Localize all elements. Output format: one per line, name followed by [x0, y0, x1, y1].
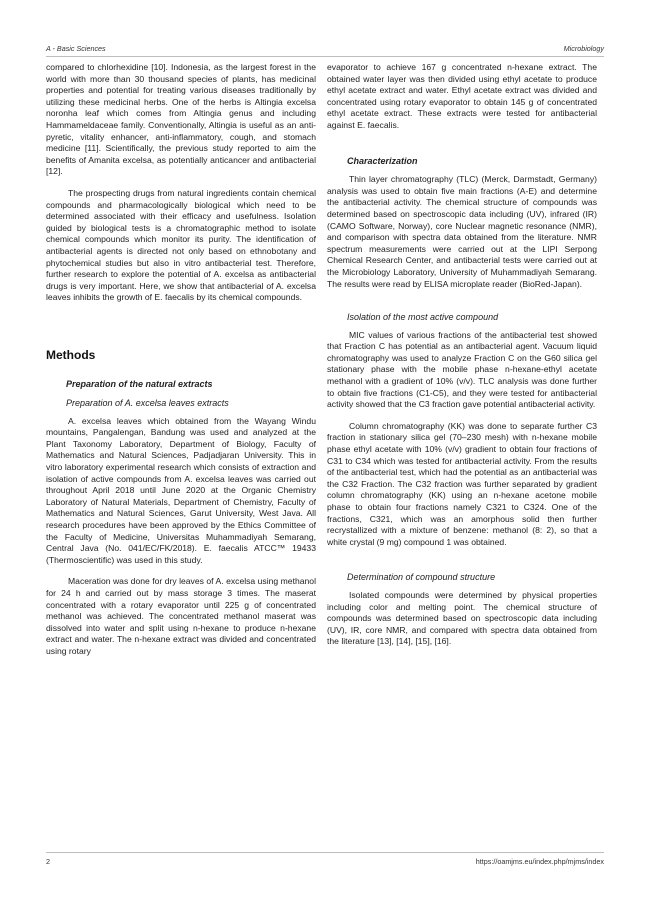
running-header-topic: Microbiology — [563, 44, 604, 53]
preparation-heading: Preparation of the natural extracts — [66, 379, 213, 390]
right-paragraph-2: Thin layer chromatography (TLC) (Merck, Darmstadt, Germany) analysis was used to obtain five main fractions (A-E) and determine the antibacterial activity. The chemical structure of compounds was determined based on spectroscopic data including (UV), infrared (IR) (CAMO Software, Norway), core Nuclear magnetic resonance (NMR), and comparison with spectra data obtained from the literature. NMR spectrum measurements were carried out at the LIPI Serpong Chemical Research Center, and antibacterial tests were carried out at the Microbiology Laboratory, University of Muhammadiyah Semarang. The results were read by ELISA microplate reader (BioRed-Japan). — [327, 174, 597, 289]
characterization-heading: Characterization — [347, 155, 418, 166]
running-header-section: A - Basic Sciences — [46, 44, 106, 53]
footer-rule — [46, 852, 604, 853]
page-number: 2 — [46, 857, 50, 866]
right-paragraph-5: Isolated compounds were determined by physical properties including color and melting point. The chemical structure of compounds was determined based on spectroscopic data including (UV), IR, core NMR, and compared with spectra data obtained from the literature [13], [14], [15], [16]. — [327, 589, 597, 647]
left-paragraph-3: A. excelsa leaves which obtained from the Wayang Windu mountains, Pangalengan, Bandung was used and analyzed at the Plant Taxonomy Laboratory, Department of Biology, Faculty of Mathematics and Natural Sciences, Padjadjaran University. This in vitro laboratory experimental research which consists of extraction and isolation of active compounds from A. excelsa leaves was carried out throughout April 2018 until June 2020 at the Organic Chemistry Laboratory of Natural Materials, Department of Chemistry, Faculty of Mathematics and Natural Sciences, Garut University, West Java. All research procedures have been approved by the Ethics Committee of the Faculty of Medicine, Universitas Muhammadiyah Semarang, Central Java (No. 041/EC/FK/2018). E. faecalis ATCC™ 19433 (Thermoscientific) was used in this study. — [46, 415, 316, 565]
spacer — [327, 142, 597, 156]
spacer — [327, 558, 597, 572]
left-paragraph-1: compared to chlorhexidine [10]. Indonesia, as the largest forest in the world with more than 30 thousand species of plants, has medicinal properties and potential for treating various diseases traditionally by utilizing these medicinal herbs. One of the herbs is Altingia excelsa noronha leaf which comes from Altingia genus and including Hammameldaceae family. Conventionally, Altingia is useful as an anti-pyretic, vitality enhancer, anti-inflammatory, cough, and stomach medicine [11]. Scientifically, the previous study reported to aim the benefits of Amanita excelsa, as potentially anticancer and antibacterial [12]. — [46, 62, 316, 177]
right-paragraph-3: MIC values of various fractions of the antibacterial test showed that Fraction C has potential as an antibacterial agent. Vacuum liquid chromatography was used to analyze Fraction C on the G60 silica gel stationary phase with the mobile phase n-hexane-ethyl acetate methanol with a gradient of 10% (v/v). TLC analysis was done further to obtain five fractions (C1-C5), and they were tested for antibacterial activity showed that the C3 fraction gave potential antibacterial activity. — [327, 329, 597, 410]
preparation-subheading: Preparation of A. excelsa leaves extracts — [66, 398, 229, 409]
methods-heading: Methods — [46, 347, 96, 362]
right-column — [327, 62, 597, 658]
left-paragraph-4: Maceration was done for dry leaves of A. excelsa using methanol for 24 h and carried out by mass storage 3 times. The maserat concentrated with a rotary evaporator until 225 g of concentrated methanol was achieved. The concentrated methanol maserat was dissolved into water and split using n-hexane to produce n-hexane extract and water. The n-hexane extract was divided and concentrated using rotary — [46, 576, 316, 656]
determination-heading: Determination of compound structure — [347, 572, 496, 583]
right-paragraph-4: Column chromatography (KK) was done to separate further C3 fraction in stationary silica gel (70–230 mesh) with n-hexane mobile phase ethyl acetate with 10% (v/v) gradient to obtain four fractions of C31 to C34 which was tested for antibacterial activity. From the results of the antibacterial test, which had the potential as an antibacterial was the C32 Fraction. The C32 fraction was further separated by gradient column chromatography (KK) using an n-hexane acetone mobile phase to obtain four fractions namely C321 to C324. One of the fractions, C321, which was an amorphous solid then further recrystallized with a mixture of benzene: methanol (8: 2), so that a white crystal (9 mg) compound 1 was obtained. — [327, 420, 597, 547]
isolation-heading: Isolation of the most active compound — [347, 312, 499, 323]
spacer — [327, 300, 597, 312]
right-paragraph-1: evaporator to achieve 167 g concentrated n-hexane extract. The obtained water layer was then divided using ethyl acetate to produce ethyl acetate extract and water. Ethyl acetate extract was divided and concentrated using rotary evaporator to obtain 145 g of concentrated ethyl acetate extract. These extracts were tested for antibacterial against E. faecalis. — [327, 62, 597, 130]
header-rule — [46, 56, 604, 57]
left-paragraph-2: The prospecting drugs from natural ingredients contain chemical compounds and pharmacologically biological which need to be determined associated with their efficacy and usefulness. Isolation guided by biological tests is a chromatographic method to isolate chemical compounds which monitor its purity. The identification of antibacterial agents is directed not only based on ethnobotany and phytochemical studies but also in vitro antibacterial test. Therefore, further research to explore the potential of A. excelsa as antibacterial drugs is very important. Here, we show that antibacterial of A. excelsa leaves inhibits the growth of E. faecalis by its chemical compounds. — [46, 187, 316, 303]
spacer — [46, 314, 316, 350]
journal-url[interactable]: https://oamjms.eu/index.php/mjms/index — [475, 857, 604, 866]
left-column — [46, 62, 316, 668]
